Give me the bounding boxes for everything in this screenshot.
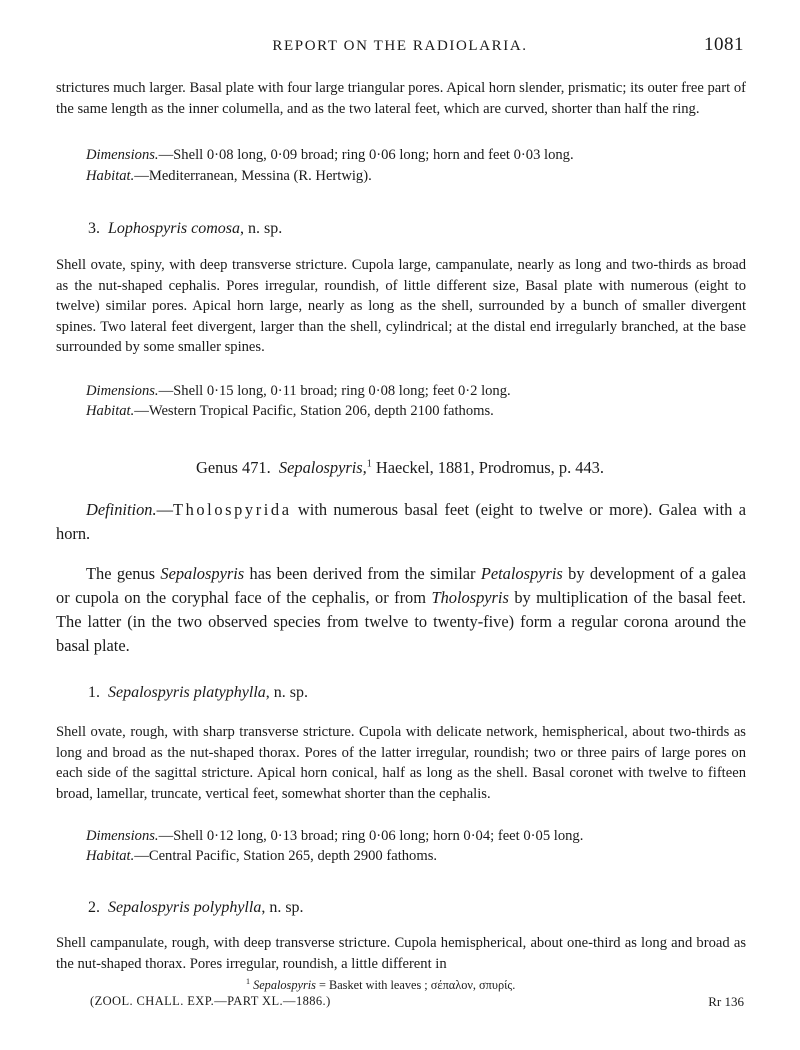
species-heading: [88, 899, 304, 917]
footnote-term: Sepalospyris: [253, 978, 316, 993]
footnote-mark: 1: [366, 458, 372, 470]
species-description: Shell campanulate, rough, with deep transverse stricture. Cupola hemispherical, about one-third as long and broad as the nut-shaped thorax. Pores irregular, roundish, a little different in: [56, 935, 746, 972]
prev-species-habitat: [86, 166, 746, 187]
species-dimensions: [86, 381, 746, 402]
definition-label: Definition.: [86, 500, 157, 519]
habitat-text: —Western Tropical Pacific, Station 206, depth 2100 fathoms.: [134, 403, 494, 419]
discussion-text: by development of a galea or cupola on the coryphal face of the cephalis, or from: [56, 564, 747, 607]
species-name: Sepalospyris polyphylla: [108, 899, 262, 916]
discussion-text: The genus: [86, 564, 161, 583]
species-heading: [88, 684, 308, 702]
dimensions-text: —Shell 0·15 long, 0·11 broad; ring 0·08 long; feet 0·2 long.: [158, 383, 511, 399]
species-habitat: [86, 846, 746, 867]
habitat-label: Habitat.: [86, 848, 135, 864]
habitat-label: Habitat.: [86, 168, 135, 184]
genus-definition: [56, 498, 746, 546]
footnote: [246, 977, 515, 993]
page-number: 1081: [704, 34, 744, 55]
genus-discussion: [56, 562, 746, 658]
discussion-text: by multiplication of the basal feet. The latter (in the two observed species from twelve to twenty-five) form a regular corona around the basal plate.: [56, 588, 747, 655]
dimensions-text: —Shell 0·12 long, 0·13 broad; ring 0·06 long; horn 0·04; feet 0·05 long.: [158, 828, 584, 844]
habitat-text: —Central Pacific, Station 265, depth 2900 fathoms.: [134, 848, 438, 864]
species-name: Sepalospyris platyphylla: [108, 684, 266, 701]
dimensions-text: —Shell 0·08 long, 0·09 broad; ring 0·06 long; horn and feet 0·03 long.: [158, 147, 574, 163]
species-habitat: [86, 401, 746, 422]
species-name: Lophospyris comosa: [108, 220, 241, 237]
habitat-text: —Mediterranean, Messina (R. Hertwig).: [134, 168, 372, 184]
species-description: Shell ovate, spiny, with deep transverse stricture. Cupola large, campanulate, nearly as long and two-thirds as broad as the nut-shaped cephalis. Pores irregular, roundish, of little different size, Basal plate with numerous (eight to twelve) similar pores. Apical horn large, nearly as long as the shell, surrounded by a bunch of smaller divergent spines. Two lateral feet divergent, larger than the shell, cylindrical; at the distal end irregularly branched, at the base surrounded by some smaller spines.: [56, 257, 746, 355]
discussion-genus-name: Tholospyris: [431, 588, 509, 607]
discussion-genus-name: Petalospyris: [480, 564, 563, 583]
dimensions-label: Dimensions.: [86, 383, 159, 399]
genus-citation: Haeckel, 1881, Prodromus, p. 443.: [371, 458, 604, 477]
definition-term: Tholospyrida: [172, 500, 292, 519]
genus-prefix: Genus 471.: [196, 458, 271, 477]
species-dimensions: [86, 826, 746, 847]
species-number: 1.: [88, 684, 100, 701]
habitat-label: Habitat.: [86, 403, 135, 419]
footer-imprint: (ZOOL. CHALL. EXP.—PART XL.—1886.): [90, 994, 331, 1008]
dimensions-label: Dimensions.: [86, 147, 159, 163]
running-header: REPORT ON THE RADIOLARIA.: [272, 38, 528, 54]
dimensions-label: Dimensions.: [86, 828, 159, 844]
species-suffix: , n. sp.: [240, 220, 283, 237]
footer-signature: Rr 136: [708, 994, 744, 1009]
species-heading: [88, 220, 282, 238]
species-description: Shell ovate, rough, with sharp transverse stricture. Cupola with delicate network, hemispherical, about two-thirds as long and broad as the nut-shaped thorax. Pores of the latter irregular, roundish; two or three pairs of large pores on each side of the sagittal stricture. Apical horn conical, half as long as the shell. Basal coronet with twelve to fifteen broad, lamellar, truncate, vertical feet, somewhat shorter than the cephalis.: [56, 724, 746, 802]
genus-heading: [0, 458, 800, 478]
species-suffix: , n. sp.: [261, 899, 304, 916]
footnote-mark: 1: [246, 977, 250, 986]
prev-species-dimensions: [86, 145, 746, 166]
prev-species-description: strictures much larger. Basal plate with four large triangular pores. Apical horn slender, prismatic; its outer free part of the same length as the inner columella, and as the two lateral feet, which are curved, shorter than half the ring.: [56, 80, 746, 117]
discussion-text: has been derived from the similar: [244, 564, 481, 583]
footnote-text: = Basket with leaves ; σέπαλον, σπυρίς.: [315, 978, 516, 993]
discussion-genus-name: Sepalospyris: [160, 564, 245, 583]
definition-text: with numerous basal feet (eight to twelve or more). Galea with a horn.: [56, 500, 746, 543]
species-number: 2.: [88, 899, 100, 916]
genus-name: Sepalospyris,: [278, 458, 367, 477]
species-suffix: , n. sp.: [265, 684, 308, 701]
species-number: 3.: [88, 220, 100, 237]
definition-dash: —: [156, 500, 173, 519]
